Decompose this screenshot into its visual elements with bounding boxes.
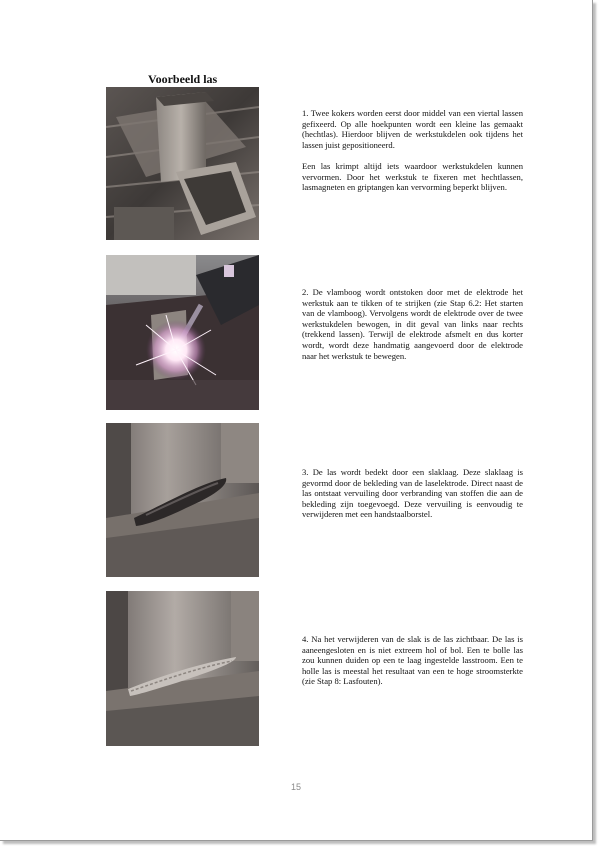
page-number: 15 (290, 782, 301, 792)
photo-weld-with-slag (106, 423, 259, 577)
step-3-text (302, 467, 523, 531)
photo-finished-weld (106, 591, 259, 746)
step-1-text (302, 108, 523, 203)
step-2-text (302, 287, 523, 372)
step-3-paragraph-1: 3. De las wordt bedekt door een slaklaag. Deze slaklaag is gevormd door de bekleding van de laselektrode. Direct naast de las ontstaat vervuiling door verbranding van stoffen die aan de bekleding zijn toegevoegd. Deze vervuiling is eenvoudig te verwijderen met een handstaalborstel. (302, 467, 523, 520)
photo-arc-welding (106, 255, 259, 410)
step-2-paragraph-1: 2. De vlamboog wordt ontstoken door met de elektrode het werkstuk aan te tikken of te strijken (zie Stap 6.2: Het starten van de vlamboog). Vervolgens wordt de elektrode over de twee werkstukdelen bewogen, in dit geval van links naar rechts (trekkend lassen). Terwijl de elektrode afsmelt en dus korter wordt, wordt deze handmatig aangevoerd door de elektrode naar het werkstuk te bewegen. (302, 287, 523, 361)
step-4-text (302, 634, 523, 698)
photo-tack-welded-tubes (106, 87, 259, 240)
step-1-paragraph-2: Een las krimpt altijd iets waardoor werkstukdelen kunnen vervormen. Door het werkstuk te fixeren met hechtlassen, lasmagneten en griptangen kan vervorming beperkt blijven. (302, 160, 523, 193)
step-1-paragraph-1: 1. Twee kokers worden eerst door middel van een viertal lassen gefixeerd. Op alle hoekpunten wordt een kleine las gemaakt (hechtlas). Hierdoor blijven de werkstukdelen ook tijdens het lassen juist gepositioneerd. (302, 108, 523, 150)
section-title: Voorbeeld las (148, 72, 218, 86)
step-4-paragraph-1: 4. Na het verwijderen van de slak is de las zichtbaar. De las is aaneengesloten en is niet extreem hol of bol. Een te bolle las zou kunnen duiden op een te laag ingestelde lasstroom. Een te holle las is meestal het resultaat van een te hoge stroomsterkte (zie Stap 8: Lasfouten). (302, 634, 523, 687)
